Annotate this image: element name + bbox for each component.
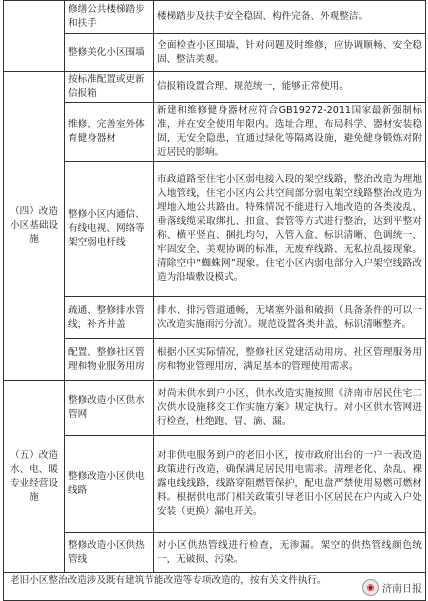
content-cell: 楼梯踏步及扶手安全稳固、构件完备、外观整洁。	[154, 1, 426, 34]
item-cell: 维修、完善室外体育健身器材	[65, 103, 154, 162]
content-cell: 对非供电服务到户的老旧小区，按市政府出台的一户一表改造政策进行改造，确保满足居民用电需求。清理老化、杂乱、裸露电线线路，线路穿阻燃管保护，配电盘严禁使用易燃可燃材料。根据供电部门相关政策引导老旧小区居民在户内或入户处安装（更换）漏电开关。	[154, 436, 426, 533]
wechat-badge-icon: ◉	[362, 579, 379, 596]
content-cell: 信报箱设置合理、规范统一，能够正常使用。	[154, 72, 426, 103]
item-cell: 整修美化小区围墙	[65, 34, 154, 72]
table-row	[4, 381, 426, 436]
document-page	[3, 0, 426, 601]
table-row	[4, 436, 426, 533]
content-cell: 全面检查小区围墙，针对问题及时维修，应协调顺畅、安全稳固、整洁美观。	[154, 34, 426, 72]
content-cell: 根据小区实际情况，整修社区党建活动用房、社区管理服务用房和物业管理用房，满足基本的管理使用需求。	[154, 339, 426, 381]
content-cell: 对尚未供水到户小区，供水改造实施按照《济南市居民住宅二次供水设施移交工作实施方案》规定执行。对小区供水管网进行检查，杜绝跑、冒、滴、漏。	[154, 381, 426, 436]
item-cell: 整修改造小区供水管网	[65, 381, 154, 436]
footer-note-text: 老旧小区整治改造涉及既有建筑节能改造等专项改造的，按有关文件执行。	[10, 575, 327, 586]
item-cell: 按标准配置或更新信报箱	[65, 72, 154, 103]
item-cell: 整修改造小区供热管线	[65, 533, 154, 573]
content-cell: 对小区供热管线进行检查，无渗漏。架空的供热管线颜色统一，无破损、污染。	[154, 533, 426, 573]
renovation-spec-table	[3, 0, 426, 573]
item-cell: 疏通、整修排水管线，补齐井盖	[65, 297, 154, 339]
table-row	[4, 103, 426, 162]
item-cell: 修缮公共楼梯踏步和扶手	[65, 1, 154, 34]
watermark-text: 济南日报	[382, 584, 422, 595]
table-row	[4, 34, 426, 72]
table-row	[4, 72, 426, 103]
category-cell-continued	[4, 1, 65, 72]
content-cell: 排水、排污管道通畅，无堵塞外溢和破损（具备条件的可以一次改造实施雨污分流）。规范设置各类井盖，标识清晰整齐。	[154, 297, 426, 339]
table-row	[4, 297, 426, 339]
item-cell: 配置、整修社区管理和物业服务用房	[65, 339, 154, 381]
category-cell: （四）改造小区基础设施	[4, 72, 65, 381]
table-row	[4, 339, 426, 381]
content-cell: 新建和维修健身器材应符合GB19272-2011国家最新强制标准，并在安全使用年限内。选址合理、布局科学、器材安装稳固，无安全隐患，宜通过绿化等隔离设施，避免健身锻炼对附近居民的影响。	[154, 103, 426, 162]
category-cell: （五）改造水、电、暖专业经营设施	[4, 381, 65, 573]
newspaper-watermark	[362, 579, 422, 596]
content-cell: 市政道路至住宅小区弱电接入段的架空线路，整治改造为埋地入地管线，住宅小区内公共空间部分弱电架空线路整治改造为埋地入地公共路由。特殊情况不能进行入地改造的各类凌乱、垂落线缆采取绑扎、扣盒、套管等方式进行整治，达到平整对称、横平竖直、捆扎均匀，入管入盒、标识清晰、色调统一、牢固安全、美观协调的标准，无废弃线路、无私拉乱接现象。清除空中“蜘蛛网”现象。住宅小区内弱电部分入户架空线路改造为沿墙敷设模式。	[154, 162, 426, 297]
table-row	[4, 162, 426, 297]
item-cell: 整修改造小区供电线路	[65, 436, 154, 533]
item-cell: 整修小区内通信、有线电视、网络等架空弱电杆线	[65, 162, 154, 297]
table-row	[4, 1, 426, 34]
